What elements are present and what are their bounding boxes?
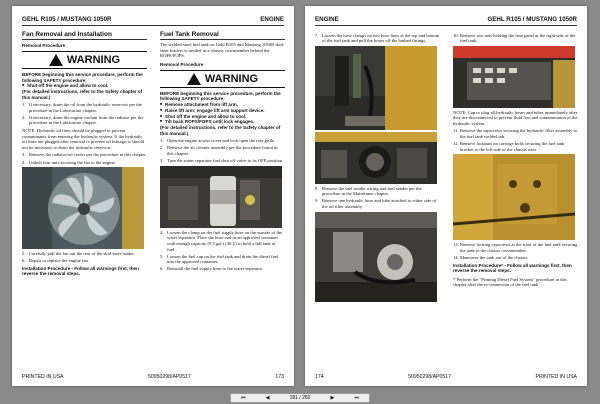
step: 13. Remove locking capscrews at the front of the fuel tank securing the tank to the chassis crossmember. xyxy=(453,242,578,253)
left-column xyxy=(315,31,440,304)
section-title: Fan Removal and Installation xyxy=(22,31,147,40)
note: NOTE: Hydraulic oil lines should be plugged to prevent contaminants from entering the hydraulic system. If the hydraulic oil lines are plugged after removal to prevent oil leakage, it should not be necessary to drain the hydraulic reservoir. xyxy=(22,128,145,150)
note: NOTE: Cap or plug all hydraulic hoses and tubes immediately after they are disconnected to prevent fluid loss and contamination of the hydraulic system. xyxy=(453,109,578,126)
fan-photo xyxy=(22,167,144,249)
safety-bullet: ■ Remove attachment from lift arm. xyxy=(160,102,285,108)
step: 10. Remove two nuts holding the fuse panel at the right side of the fuel tank. xyxy=(453,32,576,44)
safety-bullet: ■ Tilt back ROPS/FOPS until lock engages. xyxy=(160,119,285,125)
step: 7. Loosen the hose clamps on two hose lines at the top and bottom of the fuel tank and pull the hoses off the barbed fittings. xyxy=(315,32,440,44)
header-chapter: ENGINE xyxy=(315,16,339,23)
page-number: 174 xyxy=(315,374,324,380)
header-title: GEHL R105 / MUSTANG 1050R xyxy=(487,16,577,23)
subsection-title: Removal Procedure xyxy=(22,43,66,48)
safety-bullet: ■ Shut off the engine and allow to cool. xyxy=(22,83,147,89)
step: 6. Reinstall the fuel supply hose to the water separator. xyxy=(160,266,264,272)
footnote: * Perform the "Priming Diesel Fuel System" procedure in this chapter after the re-connection of the fuel tank. xyxy=(453,276,567,288)
right-page xyxy=(305,6,587,386)
warning-icon xyxy=(49,54,63,66)
step: 1. Open the engine access cover and lock open the rear grille. xyxy=(160,138,276,144)
water-separator-photo xyxy=(160,166,282,228)
safety-reference: (For detailed instructions, refer to the Safety chapter of this manual.) xyxy=(160,125,281,136)
step: 9. Remove one hydraulic hose and tube attached to either side of the oil filter assembly. xyxy=(315,198,437,209)
step: 4. Unbolt four nuts securing the fan to the engine. xyxy=(22,159,116,165)
header-title: GEHL R105 / MUSTANG 1050R xyxy=(22,16,112,23)
step: 2. Remove the air cleaner assembly per the procedure found in this chapter. xyxy=(160,145,278,157)
step: 8. Remove the fuel sender wiring and fuel sender per the procedure in the Mainframe chapter. xyxy=(315,185,422,197)
installation-procedure: Installation Procedure* - Follow all warnings first, then reverse the removal steps. xyxy=(453,262,572,274)
left-page xyxy=(12,6,294,386)
step: 3. Remove the radiator/oil cooler per the procedure in this chapter. xyxy=(22,152,147,158)
safety-bullet: ■ Shut off the engine and allow to cool. xyxy=(160,114,285,120)
installation-procedure: Installation Procedure - Follow all warnings first, then reverse the removal steps. xyxy=(22,265,139,277)
page-header xyxy=(22,16,284,26)
oil-filter-photo xyxy=(315,212,437,302)
warning-icon xyxy=(187,73,201,85)
subsection-title: Removal Procedure xyxy=(160,61,204,67)
step: 2. If necessary, drain the engine coolant from the radiator per the procedure in the Lubrication chapter. xyxy=(22,114,144,126)
first-page-button[interactable]: ⏮ xyxy=(241,395,246,401)
warning-text: BEFORE beginning this service procedure, perform the following SAFETY procedure: xyxy=(160,90,281,102)
left-column xyxy=(22,31,147,277)
page-header xyxy=(315,16,577,26)
right-column xyxy=(453,31,578,288)
fuel-tank-bracket-photo xyxy=(453,154,575,240)
prev-page-button[interactable]: ◀ xyxy=(265,395,270,401)
safety-bullet: ■ Raise lift arm; engage lift arm support device. xyxy=(160,108,285,114)
right-column xyxy=(160,31,285,273)
fuel-tank-hoses-photo xyxy=(315,46,437,130)
step: 5. Carefully pull the fan out the rear of the skid-steer loader. xyxy=(22,251,135,257)
page-footer: 174 50950298/AP0517 PRINTED IN USA xyxy=(315,374,577,380)
section-title: Fuel Tank Removal xyxy=(160,31,285,40)
step: 3. Turn the water separator fuel shut off valve to its OFF position. xyxy=(160,158,284,164)
next-page-button[interactable]: ▶ xyxy=(330,395,335,401)
step: 11. Remove the capscrews securing the hydraulic filter assembly to the fuel tank welded tab. xyxy=(453,128,578,140)
intro-text: The welded-steel fuel tank on Gehl R105 and Mustang 1050R skid-steer loaders is nestled in a chassis crossmember behind the ROPS/FOPS. xyxy=(160,42,285,59)
warning-banner: WARNING xyxy=(160,70,285,88)
page-footer: PRINTED IN USA 50950298/AP0517 173 xyxy=(22,374,284,380)
last-page-button[interactable]: ⏭ xyxy=(354,395,359,401)
step: 4. Loosen the clamp on the fuel supply hose on the outside of the water separator. Place the hose end in an approved container with enough capacity (9.5 gal.) (36 L) to hold a full tank of fuel. xyxy=(160,229,283,252)
header-chapter: ENGINE xyxy=(260,16,284,23)
step: 14. Maneuver the tank out of the chassis. xyxy=(453,255,529,261)
viewer-toolbar xyxy=(230,393,370,403)
warning-banner: WARNING xyxy=(22,51,147,69)
fuse-panel-photo xyxy=(453,46,575,108)
step: 12. Remove locknuts on carriage bolts securing the fuel tank bracket to the left side of the chassis riser. xyxy=(453,141,565,152)
step: 6. Repair or replace the engine fan. xyxy=(22,258,89,264)
safety-reference: (For detailed instructions, refer to the Safety chapter of this manual.) xyxy=(22,88,143,100)
warning-text: BEFORE beginning this service procedure, perform the following SAFETY procedure: xyxy=(22,72,143,83)
step: 5. Loosen the fuel cap on the fuel tank and drain the diesel fuel into the approved container. xyxy=(160,253,279,265)
page-indicator[interactable]: 181 / 282 xyxy=(289,395,311,401)
step: 1. If necessary, drain the oil from the hydraulic reservoir per the procedure in the Lubrication chapter. xyxy=(22,102,142,113)
fuel-sender-photo xyxy=(315,132,437,184)
page-number: 173 xyxy=(275,374,284,380)
